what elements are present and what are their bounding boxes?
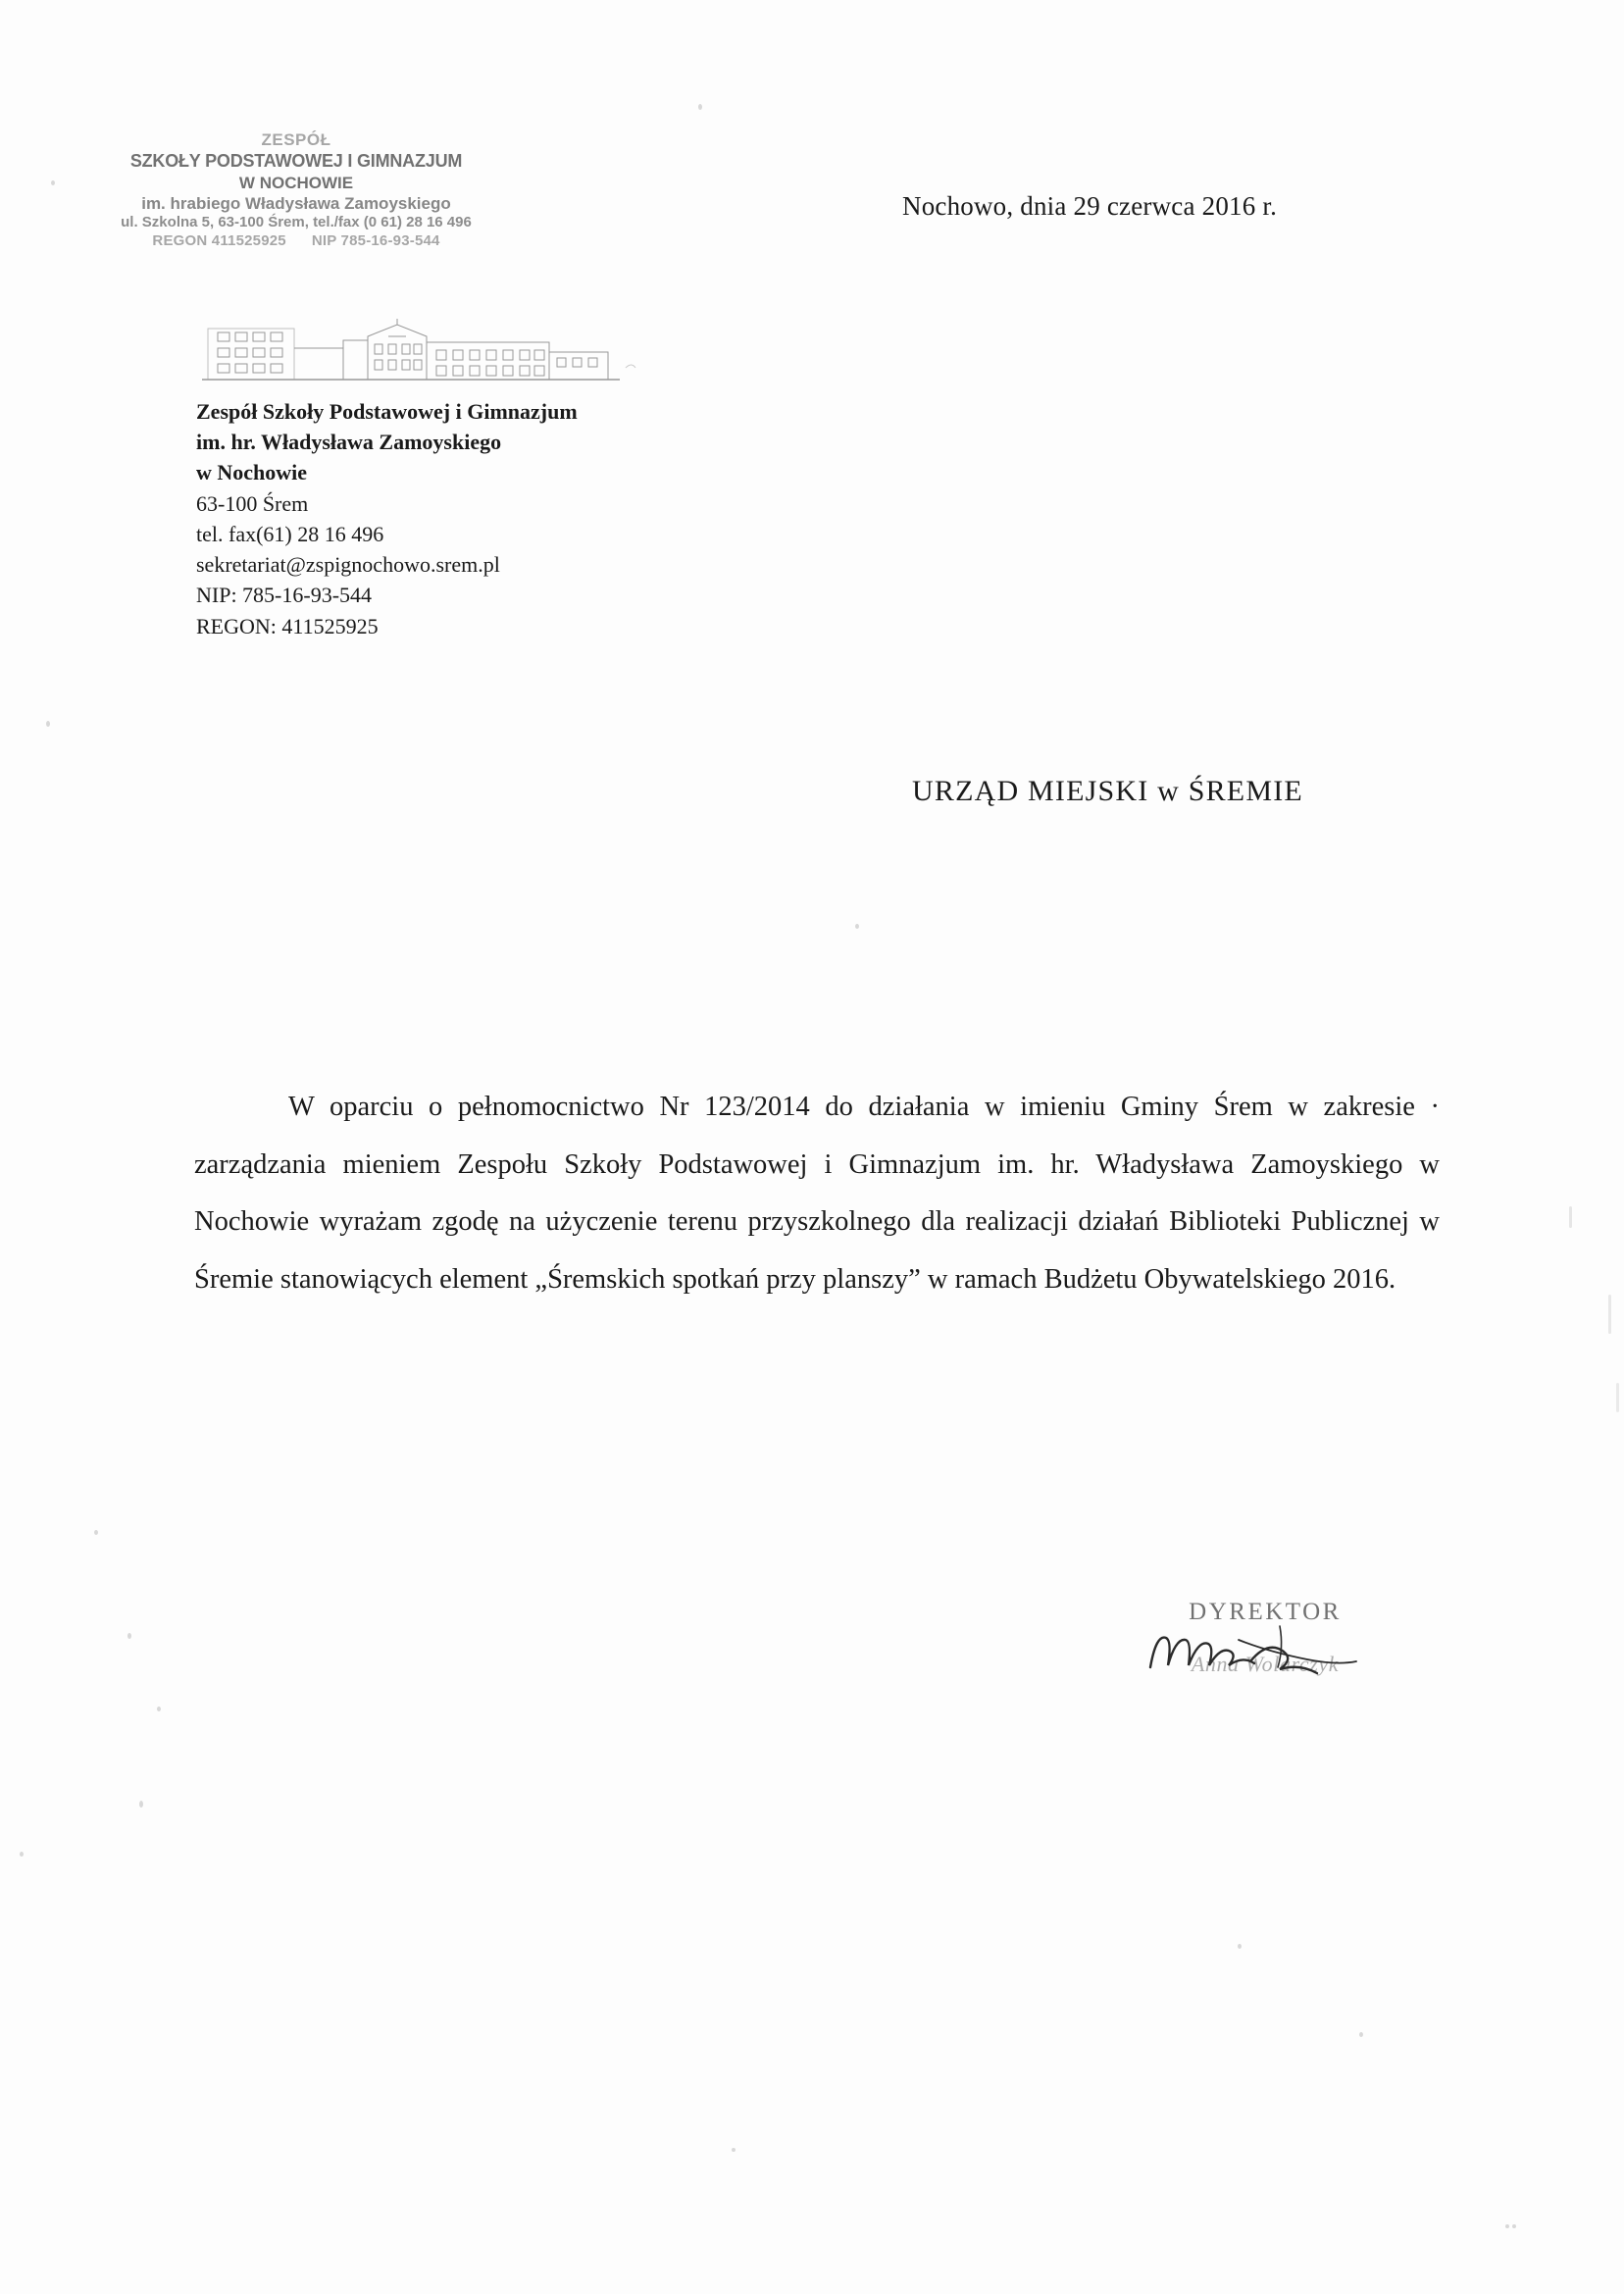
stamp-regon: REGON 411525925 xyxy=(152,232,286,249)
scan-speck xyxy=(51,180,55,185)
signature-name: Anna Wolarczyk xyxy=(1191,1652,1340,1676)
letterhead-line-5: tel. fax(61) 28 16 496 xyxy=(196,521,384,546)
scan-speck xyxy=(127,1633,131,1639)
scan-speck xyxy=(1505,2224,1509,2228)
stamp-line-1: ZESPÓŁ xyxy=(261,130,331,149)
scan-speck xyxy=(1359,2032,1363,2037)
scan-speck xyxy=(94,1530,98,1535)
scan-speck xyxy=(1616,1383,1619,1412)
date-line: Nochowo, dnia 29 czerwca 2016 r. xyxy=(902,191,1278,221)
letter-body xyxy=(194,1079,1440,1309)
scan-speck xyxy=(855,924,859,929)
scan-speck xyxy=(732,2148,736,2152)
stamp-line-2: SZKOŁY PODSTAWOWEJ I GIMNAZJUM xyxy=(129,151,463,172)
stamp-line-6 xyxy=(110,232,482,251)
letterhead-regon: REGON: 411525925 xyxy=(196,613,379,638)
stamp-line-5: ul. Szkolna 5, 63-100 Śrem, tel./fax (0 61) 28 16 496 xyxy=(121,214,472,231)
letterhead-line-2: im. hr. Władysława Zamoyskiego xyxy=(196,430,502,455)
letterhead-line-4: 63-100 Śrem xyxy=(196,490,309,516)
scan-speck xyxy=(1512,2224,1516,2228)
school-rubber-stamp xyxy=(110,129,482,251)
stamp-line-4: im. hrabiego Władysława Zamoyskiego xyxy=(141,194,451,213)
scan-speck xyxy=(20,1852,24,1857)
scan-speck xyxy=(139,1801,143,1808)
signature-block xyxy=(1103,1599,1427,1677)
scan-speck xyxy=(157,1707,161,1711)
letterhead-block xyxy=(196,319,706,641)
scan-speck xyxy=(46,721,50,727)
letterhead-line-1: Zespół Szkoły Podstawowej i Gimnazjum xyxy=(196,399,578,424)
signature-title: DYREKTOR xyxy=(1189,1599,1342,1625)
letterhead-nip: NIP: 785-16-93-544 xyxy=(196,583,373,608)
stamp-line-3: W NOCHOWIE xyxy=(238,173,354,192)
school-building-illustration xyxy=(196,319,677,412)
letterhead-email: sekretariat@zspignochowo.srem.pl xyxy=(196,552,500,578)
letter-body-text: W oparciu o pełnomocnictwo Nr 123/2014 do działania w imieniu Gminy Śrem w zakresie · zarządzania mieniem Zespołu Szkoły Podstawowej i Gimnazjum im. hr. Władysława Zamoyskiego w Nochowie wyrażam zgodę na użyczenie terenu przyszkolnego dla realizacji działań Biblioteki Publicznej w Śremie stanowiących element „Śremskich spotkań przy planszy” w ramach Budżetu Obywatelskiego 2016. xyxy=(194,1092,1440,1296)
scan-speck xyxy=(1608,1295,1611,1334)
scan-speck xyxy=(698,104,702,110)
scan-speck xyxy=(1569,1206,1572,1228)
letterhead-lines xyxy=(196,396,706,641)
letterhead-line-3: w Nochowie xyxy=(196,460,308,485)
stamp-nip: NIP 785-16-93-544 xyxy=(311,232,440,249)
addressee: URZĄD MIEJSKI w ŚREMIE xyxy=(912,775,1303,807)
scan-speck xyxy=(1238,1944,1242,1949)
